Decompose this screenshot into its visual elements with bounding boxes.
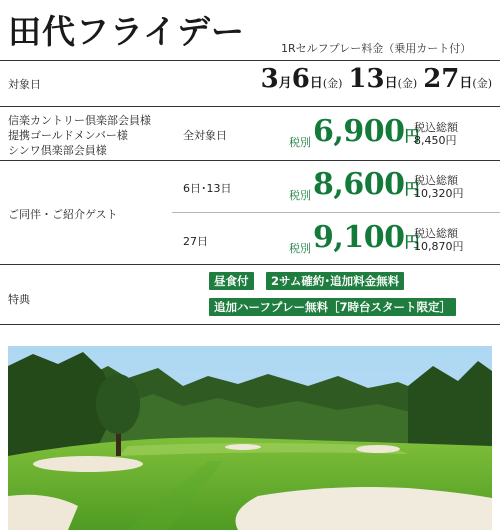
date-weekday: (金) <box>397 77 418 90</box>
members-line: 信楽カントリー倶楽部会員様 <box>8 114 151 127</box>
page-subtitle: 1Rセルフプレー料金（乗用カート付） <box>281 42 472 55</box>
guest-price <box>313 167 419 202</box>
golf-course-photo <box>8 346 492 530</box>
price-value: 6,900 <box>313 114 405 149</box>
target-days-label: 対象日 <box>8 78 41 91</box>
target-days-divider <box>0 106 500 107</box>
page-title: 田代フライデー <box>8 12 246 51</box>
date-weekday: (金) <box>322 77 343 90</box>
members-label <box>8 113 151 158</box>
date-month-unit: 月 <box>278 76 292 91</box>
benefit-badge-lunch: 昼食付 <box>209 272 254 290</box>
members-day-label: 全対象日 <box>183 129 227 142</box>
date-day-unit: 日 <box>459 76 473 91</box>
date-month: 3 <box>260 64 279 94</box>
price-yen: 円 <box>404 180 420 198</box>
guest-tax-inclusive <box>414 227 464 253</box>
benefit-badge-extra-half: 追加ハーフプレー無料［7時台スタート限定］ <box>209 298 456 316</box>
tax-inclusive-price: 10,320円 <box>414 187 464 200</box>
guest-tax-inclusive <box>414 174 464 200</box>
target-dates <box>261 64 492 94</box>
members-line: 提携ゴールドメンバー様 <box>8 129 128 142</box>
tax-inclusive-price: 8,450円 <box>414 134 457 147</box>
members-divider <box>0 160 500 161</box>
benefits-label: 特典 <box>8 293 30 306</box>
guest-row-divider <box>172 212 500 213</box>
tax-exclusive-label: 税別 <box>289 189 311 202</box>
guest-day-label: 6日･13日 <box>183 182 232 195</box>
date-day-unit: 日 <box>384 76 398 91</box>
price-value: 9,100 <box>313 220 405 255</box>
date-day: 6 <box>291 64 310 94</box>
guest-price <box>313 220 419 255</box>
date-weekday: (金) <box>472 77 492 90</box>
tax-inclusive-price: 10,870円 <box>414 240 464 253</box>
tax-inclusive-label: 税込総額 <box>414 227 458 240</box>
members-line: シンワ倶楽部会員様 <box>8 144 107 157</box>
guests-divider <box>0 264 500 265</box>
price-yen: 円 <box>404 127 420 145</box>
members-tax-inclusive <box>414 121 458 147</box>
members-price <box>313 114 419 149</box>
date-day: 27 <box>423 64 460 94</box>
benefits-divider <box>0 324 500 325</box>
price-yen: 円 <box>404 233 420 251</box>
price-value: 8,600 <box>313 167 405 202</box>
date-day: 13 <box>348 64 385 94</box>
date-day-unit: 日 <box>309 76 323 91</box>
guest-day-label: 27日 <box>183 235 208 248</box>
guests-label: ご同伴・ご紹介ゲスト <box>8 208 118 221</box>
header-divider <box>0 60 500 61</box>
tax-inclusive-label: 税込総額 <box>414 174 458 187</box>
benefit-badge-two-some: 2サム確約･追加料金無料 <box>266 272 404 290</box>
tax-exclusive-label: 税別 <box>289 136 311 149</box>
tax-exclusive-label: 税別 <box>289 242 311 255</box>
tax-inclusive-label: 税込総額 <box>414 121 458 134</box>
